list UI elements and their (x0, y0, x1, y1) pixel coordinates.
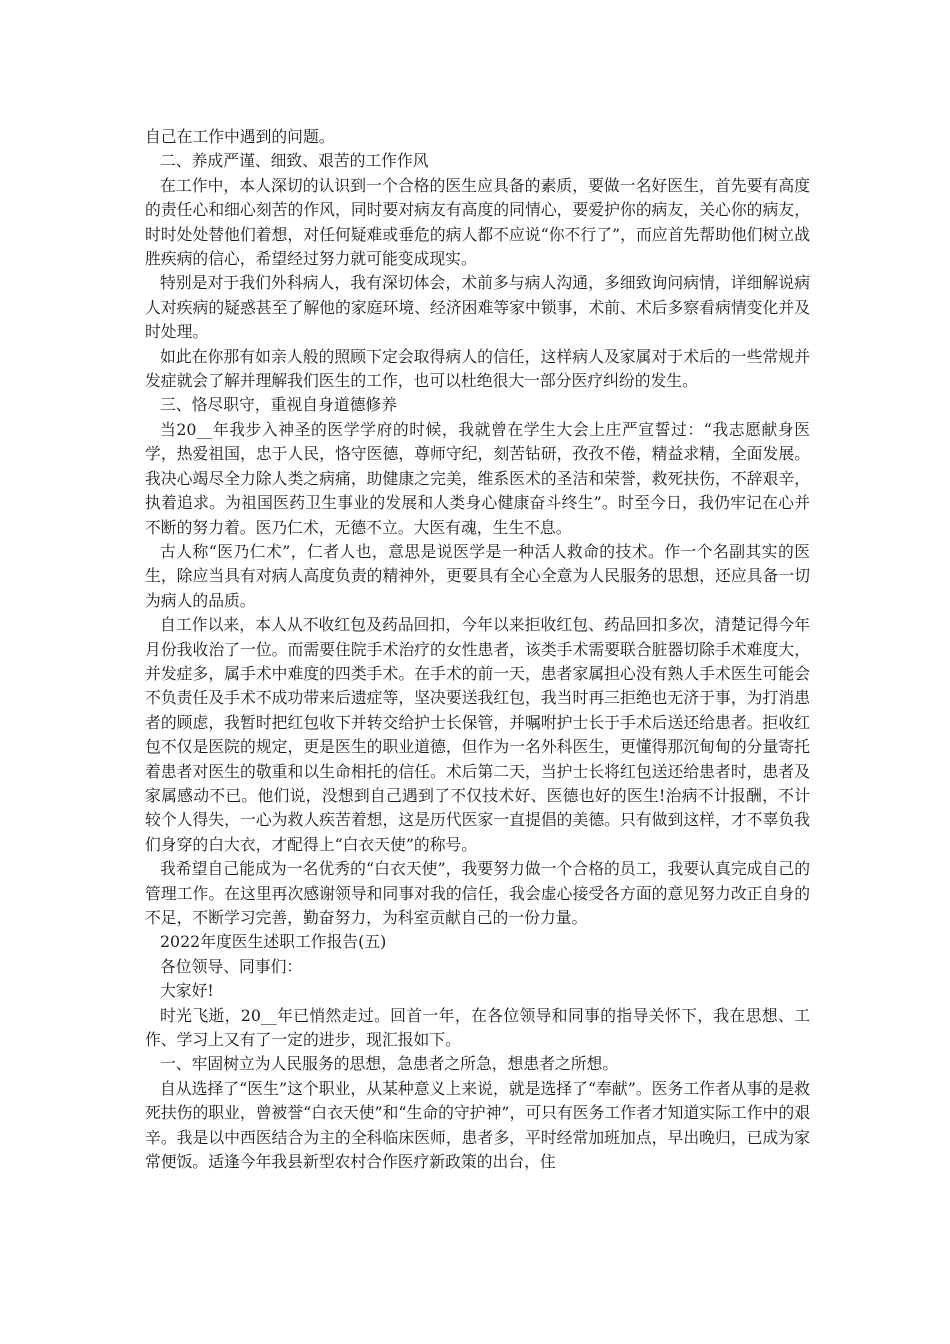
paragraph: 特别是对于我们外科病人，我有深切体会，术前多与病人沟通，多细致询问病情，详细解说病人对疾病的疑惑甚至了解他的家庭环境、经济困难等家中锁事，术前、术后多察看病情变化并及时处理。 (145, 273, 810, 342)
paragraph: 时光飞逝，20__年已悄然走过。回首一年，在各位领导和同事的指导关怀下，我在思想、工作、学习上又有了一定的进步，现汇报如下。 (145, 1005, 810, 1050)
paragraph: 如此在你那有如亲人般的照顾下定会取得病人的信任，这样病人及家属对于术后的一些常规并发症就会了解并理解我们医生的工作，也可以杜绝很大一部分医疗纠纷的发生。 (145, 346, 810, 391)
paragraph: 当20__年我步入神圣的医学学府的时候，我就曾在学生大会上庄严宣誓过：“我志愿献身医学，热爱祖国，忠于人民，恪守医德，尊师守纪，刻苦钻研，孜孜不倦，精益求精，全面发展。我决心竭尽全力除人类之病痛，助健康之完美，维系医术的圣洁和荣誉，救死扶伤，不辞艰辛，执着追求。为祖国医药卫生事业的发展和人类身心健康奋斗终生”。时至今日，我仍牢记在心并不断的努力着。医乃仁术，无德不立。大医有魂，生生不息。 (145, 419, 810, 537)
paragraph: 自工作以来，本人从不收红包及药品回扣，今年以来拒收红包、药品回扣多次，清楚记得今年月份我收治了一位。而需要住院手术治疗的女性患者，该类手术需要联合脏器切除手术难度大，并发症多，属手术中难度的四类手术。在手术的前一天，患者家属担心没有熟人手术医生可能会不负责任及手术不成功带来后遗症等，坚决要送我红包，我当时再三拒绝也无济于事，为打消患者的顾虑，我暂时把红包收下并转交给护士长保管，并嘱咐护士长于手术后送还给患者。拒收红包不仅是医院的规定，更是医生的职业道德，但作为一名外科医生，更懂得那沉甸甸的分量寄托着患者对医生的敬重和以生命相托的信任。术后第二天，当护士长将红包送还给患者时，患者及家属感动不已。他们说，没想到自己遇到了不仅技术好、医德也好的医生!治病不计报酬，不计较个人得失，一心为救人疾苦着想，这是历代医家一直提倡的美德。只有做到这样，才不辜负我们身穿的白大衣，才配得上“白衣天使”的称号。 (145, 615, 810, 854)
paragraph: 古人称“医乃仁术”，仁者人也，意思是说医学是一种活人救命的技术。作一个名副其实的医生，除应当具有对病人高度负责的精神外，更要具有全心全意为人民服务的思想，还应具备一切为病人的品质。 (145, 541, 810, 610)
paragraph: 自从选择了“医生”这个职业，从某种意义上来说，就是选择了“奉献”。医务工作者从事的是救死扶伤的职业，曾被誉“白衣天使”和“生命的守护神”，可只有医务工作者才知道实际工作中的艰辛。我是以中西医结合为主的全科临床医师，患者多，平时经常加班加点，早出晚归，已成为家常便饭。适逢今年我县新型农村合作医疗新政策的出台，住 (145, 1078, 810, 1172)
report-title: 2022年度医生述职工作报告(五) (160, 932, 387, 952)
section-heading: 二、养成严谨、细致、艰苦的工作作风 (160, 151, 429, 171)
paragraph: 自己在工作中遇到的问题。 (145, 127, 335, 146)
paragraph: 在工作中，本人深切的认识到一个合格的医生应具备的素质，要做一名好医生，首先要有高度的责任心和细心刻苦的作风，同时要对病友有高度的同情心，要爱护你的病友，关心你的病友，时时处处替他们着想，对任何疑难或垂危的病人都不应说“你不行了”，而应首先帮助他们树立战胜疾病的信心，希望经过努力就可能变成现实。 (145, 175, 810, 269)
salutation: 各位领导、同事们： (160, 956, 303, 976)
section-heading: 三、恪尽职守，重视自身道德修养 (160, 395, 397, 415)
greeting: 大家好! (160, 981, 214, 1001)
paragraph: 我希望自己能成为一名优秀的“白衣天使”，我要努力做一个合格的员工，我要认真完成自己的管理工作。在这里再次感谢领导和同事对我的信任，我会虚心接受各方面的意见努力改正自身的不足，不断学习完善，勤奋努力，为科室贡献自己的一份力量。 (145, 859, 810, 927)
section-heading: 一、牢固树立为人民服务的思想，急患者之所急，想患者之所想。 (160, 1054, 619, 1074)
document-body (145, 125, 810, 1174)
